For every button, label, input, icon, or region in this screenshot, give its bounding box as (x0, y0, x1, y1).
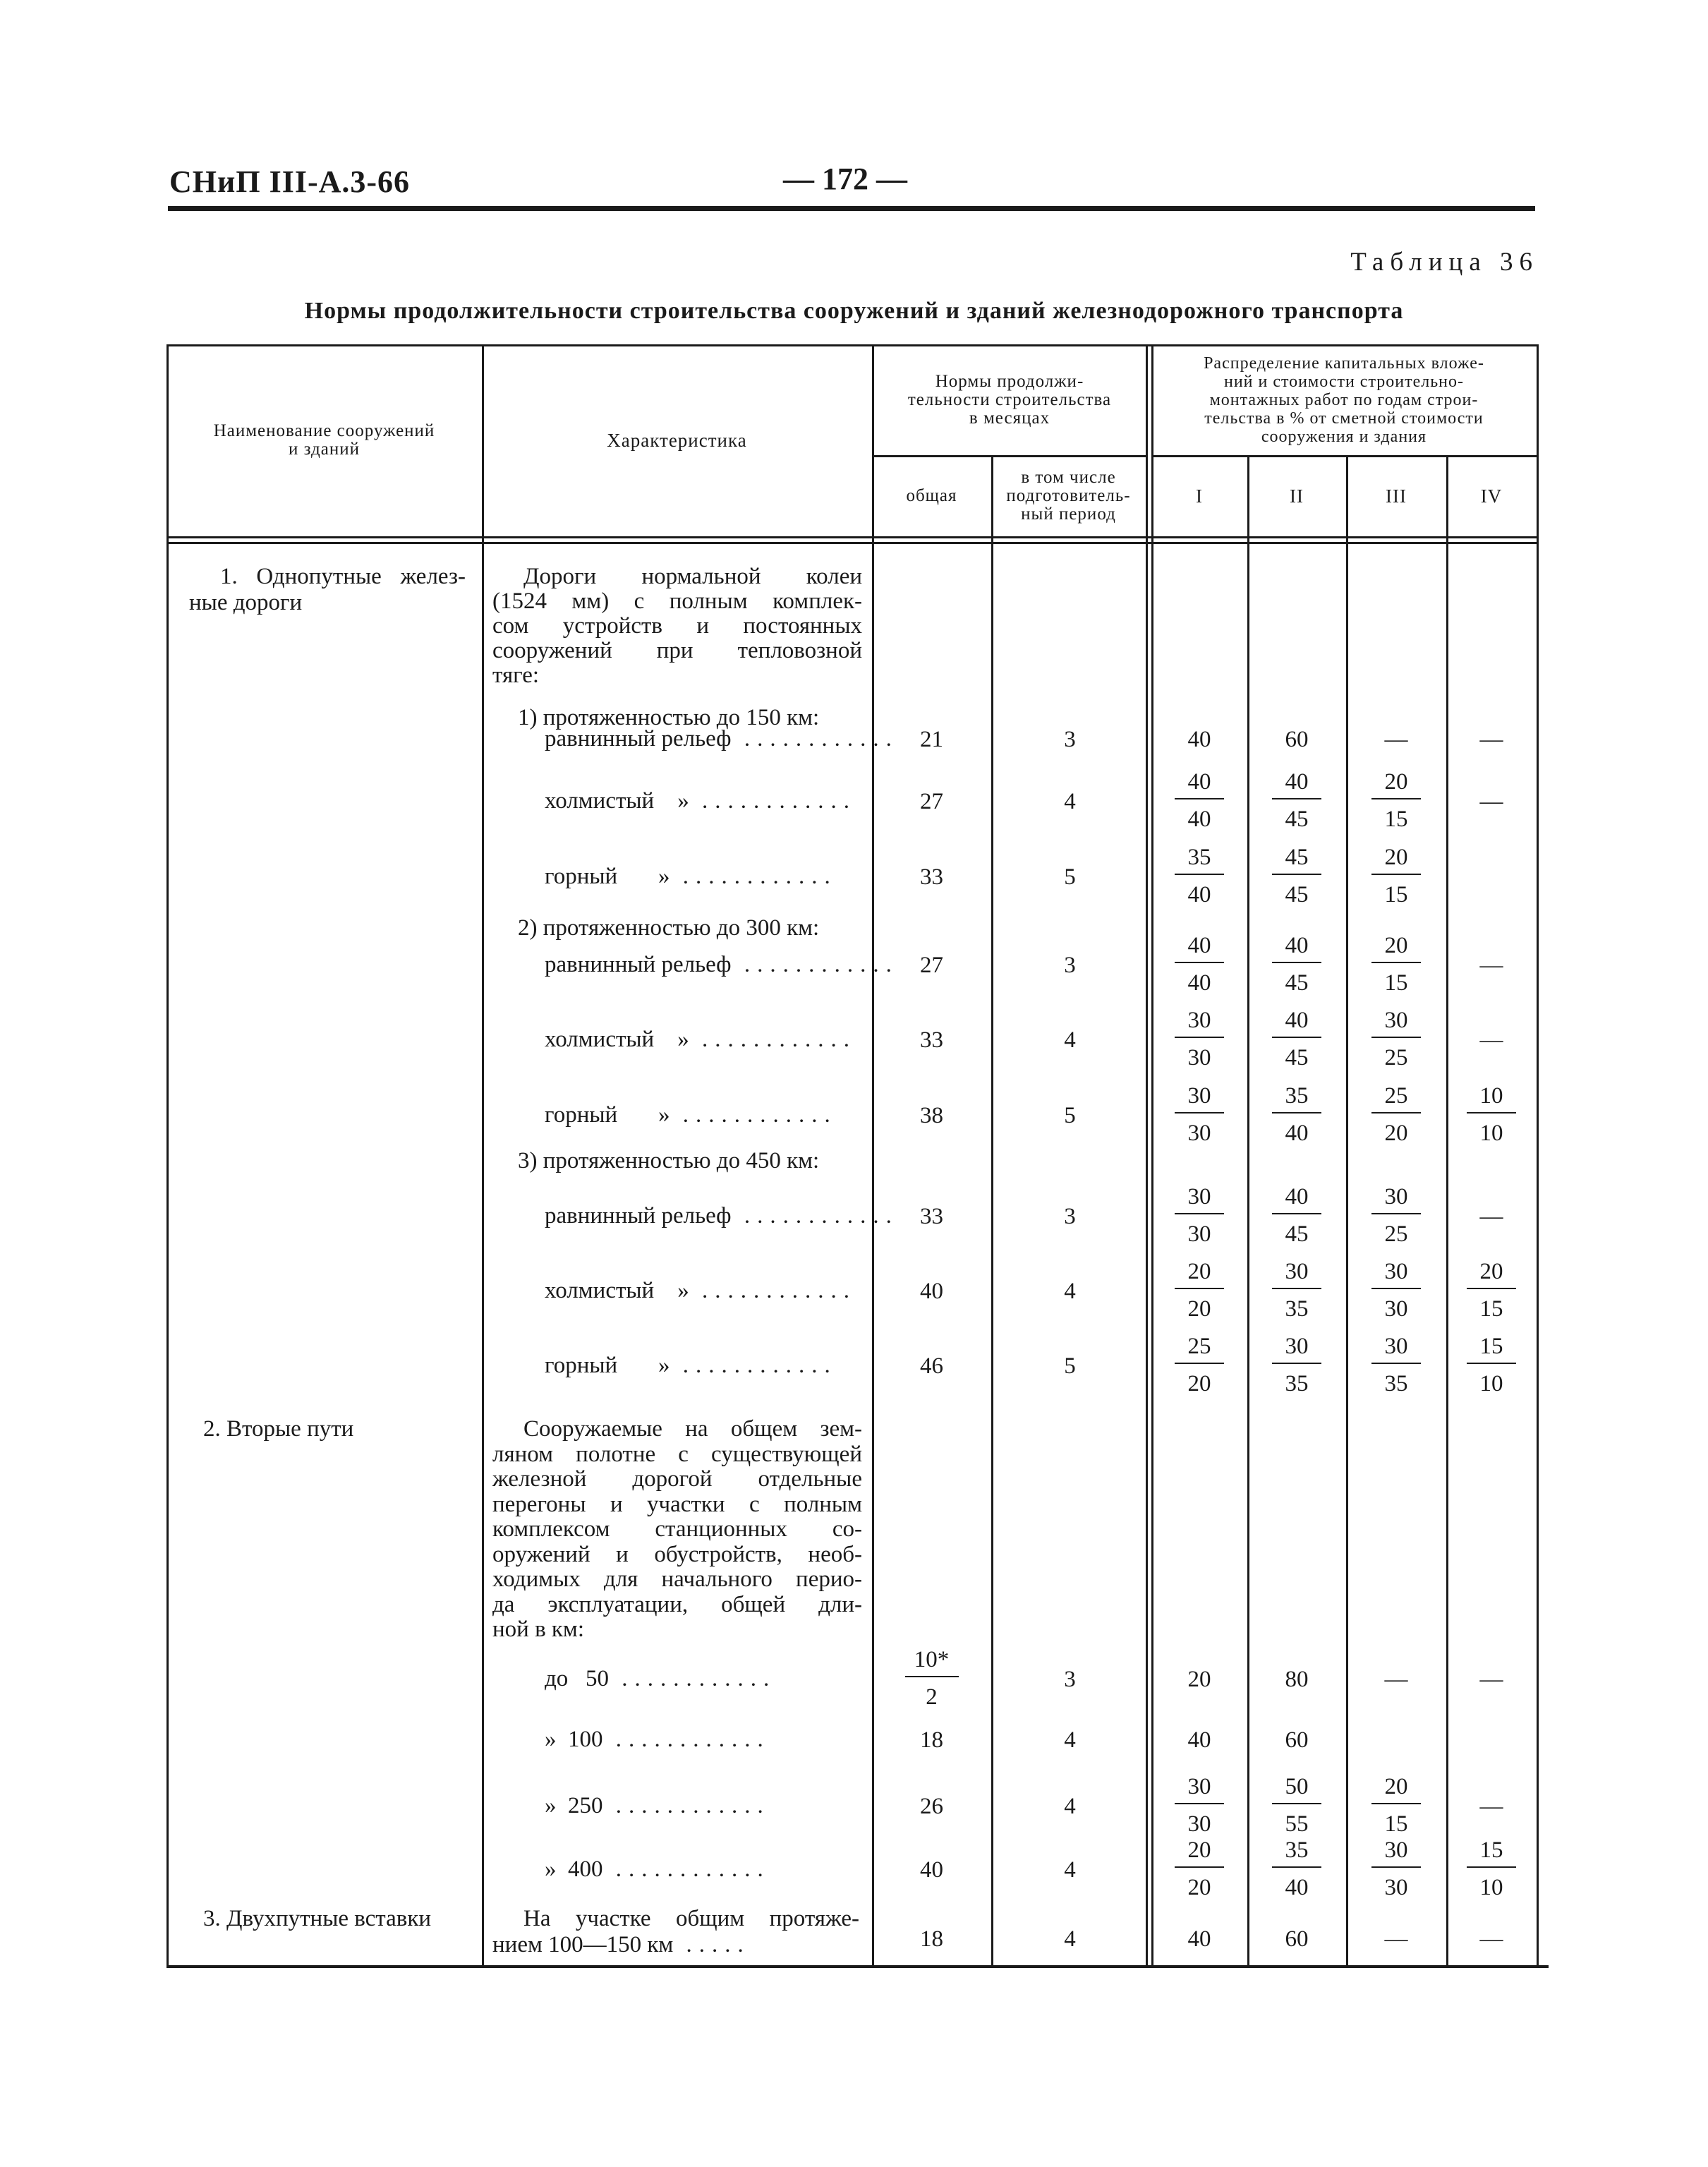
leader-dots: ............ (731, 1203, 899, 1229)
duration-prep: 5 (1064, 1353, 1076, 1379)
year-2-value-bar (1272, 798, 1321, 799)
year-4-value-bar (1467, 1288, 1516, 1289)
duration-total-bar (905, 1676, 959, 1677)
year-2-value-bar (1272, 1037, 1321, 1038)
year-1-value-bar (1175, 962, 1224, 963)
column-header-year-1: I (1196, 485, 1203, 507)
duration-total: 18 (920, 1727, 943, 1753)
document-code: СНиП III-А.3-66 (169, 164, 411, 199)
year-1-value-bar (1175, 1363, 1224, 1364)
row-label (545, 1027, 866, 1052)
year-3-value: — (1384, 1667, 1408, 1692)
year-4-value: — (1479, 1926, 1503, 1952)
year-1-value-top: 30 (1187, 1184, 1211, 1209)
year-2-value-top: 35 (1285, 1837, 1309, 1863)
year-2-value-bottom: 40 (1285, 1121, 1309, 1146)
year-4-value-bar (1467, 1866, 1516, 1868)
year-1-value: 40 (1187, 1926, 1211, 1952)
section-description: сом устройств и постоянных (492, 613, 862, 639)
duration-prep: 4 (1064, 1926, 1076, 1952)
year-3-value-bar (1371, 1866, 1421, 1868)
section-description: Дороги нормальной колеи (523, 564, 862, 589)
section-description: ходимых для начального перио- (492, 1567, 862, 1592)
year-3-value-top: 20 (1384, 845, 1408, 870)
leader-dots: ............ (602, 1727, 770, 1752)
year-2-value-bottom: 35 (1285, 1296, 1309, 1322)
year-2-value-bottom: 35 (1285, 1371, 1309, 1396)
row-label-text: горный » (545, 864, 670, 889)
duration-prep: 3 (1064, 727, 1076, 752)
year-1-value-bar (1175, 1288, 1224, 1289)
year-1-value-bottom: 30 (1187, 1221, 1211, 1247)
duration-total: 40 (920, 1857, 943, 1883)
section-description: перегоны и участки с полным (492, 1491, 862, 1517)
year-3-value-bottom: 20 (1384, 1121, 1408, 1146)
year-2-value-bar (1272, 962, 1321, 963)
year-2-value: 60 (1285, 727, 1309, 752)
year-1-value-top: 20 (1187, 1837, 1211, 1863)
column-header-year-4: IV (1480, 485, 1503, 507)
year-2-value-top: 40 (1285, 769, 1309, 795)
column-header-year-3: III (1386, 485, 1407, 507)
year-2-value-top: 45 (1285, 845, 1309, 870)
leader-dots: ............ (689, 1278, 856, 1303)
row-label (545, 1857, 866, 1882)
column-header-duration-total: общая (906, 485, 957, 505)
column-header-duration-prep: в том числе подготовитель- ный период (1006, 467, 1131, 524)
year-3-value-bottom: 30 (1384, 1296, 1408, 1322)
section-description: Сооружаемые на общем зем- (523, 1416, 862, 1442)
section-description: (1524 мм) с полным комплек- (492, 588, 862, 614)
duration-total: 33 (920, 1204, 943, 1229)
duration-total-top: 10* (914, 1647, 950, 1672)
leader-dots: ............ (689, 1027, 856, 1052)
year-4-value-bottom: 10 (1479, 1875, 1503, 1900)
year-3-value-bottom: 15 (1384, 1811, 1408, 1837)
year-3-value-bottom: 15 (1384, 882, 1408, 907)
duration-prep: 4 (1064, 1857, 1076, 1883)
row-label-text: горный » (545, 1102, 670, 1128)
year-4-value: — (1479, 1027, 1503, 1053)
year-4-value-top: 15 (1479, 1837, 1503, 1863)
duration-total: 18 (920, 1926, 943, 1952)
section-description: нием 100—150 км ..... (492, 1932, 751, 1957)
row-label-text: » 250 (545, 1793, 603, 1818)
duration-prep: 4 (1064, 1794, 1076, 1819)
year-1-value-top: 40 (1187, 933, 1211, 958)
year-3-value-bottom: 25 (1384, 1045, 1408, 1070)
leader-dots: ............ (731, 952, 899, 977)
year-1-value: 40 (1187, 1727, 1211, 1753)
year-1-value-top: 25 (1187, 1334, 1211, 1359)
leader-dots: ............ (731, 726, 899, 751)
year-2-value-top: 50 (1285, 1774, 1309, 1799)
year-1-value-bottom: 40 (1187, 970, 1211, 996)
section-description: На участке общим протяже- (523, 1906, 859, 1931)
row-label-text: до 50 (545, 1666, 610, 1691)
year-3-value-bottom: 15 (1384, 970, 1408, 996)
year-3-value-bar (1371, 1213, 1421, 1214)
year-2-value-top: 40 (1285, 1184, 1309, 1209)
year-4-value-bottom: 10 (1479, 1121, 1503, 1146)
column-divider (1446, 455, 1448, 1965)
section-description: да эксплуатации, общей дли- (492, 1591, 862, 1617)
row-label (545, 1203, 899, 1229)
year-1-value-bottom: 30 (1187, 1811, 1211, 1837)
section-description: оружений и обустройств, необ- (492, 1541, 862, 1567)
year-3-value-bar (1371, 1112, 1421, 1113)
row-label-text: горный » (545, 1353, 670, 1378)
year-2-value-bottom: 45 (1285, 807, 1309, 832)
year-1-value-top: 30 (1187, 1774, 1211, 1799)
year-1-value-bar (1175, 874, 1224, 875)
duration-total: 21 (920, 727, 943, 752)
year-1-value-bottom: 20 (1187, 1296, 1211, 1322)
duration-total: 40 (920, 1279, 943, 1304)
column-header-name: Наименование сооружений и зданий (213, 421, 435, 459)
duration-prep: 3 (1064, 1667, 1076, 1692)
year-3-value-bottom: 15 (1384, 807, 1408, 832)
duration-total: 26 (920, 1794, 943, 1819)
row-label (545, 1794, 866, 1818)
year-2-value-bottom: 40 (1285, 1875, 1309, 1900)
year-4-value: — (1479, 1204, 1503, 1229)
leader-dots: ............ (670, 1102, 837, 1128)
duration-total: 33 (920, 1027, 943, 1053)
section-name: 2. Вторые пути (203, 1416, 354, 1442)
leader-dots: ............ (670, 1353, 837, 1378)
year-1-value-bottom: 30 (1187, 1121, 1211, 1146)
column-divider (872, 344, 874, 1965)
year-1-value-top: 35 (1187, 845, 1211, 870)
year-2-value-bar (1272, 874, 1321, 875)
year-2-value-bar (1272, 1288, 1321, 1289)
year-1-value-bar (1175, 798, 1224, 799)
year-3-value: — (1384, 727, 1408, 752)
section-description: комплексом станционных со- (492, 1516, 862, 1542)
section-description: тяге: (492, 663, 540, 688)
year-4-value-bottom: 15 (1479, 1296, 1503, 1322)
year-3-value: — (1384, 1926, 1408, 1952)
year-3-value-bottom: 35 (1384, 1371, 1408, 1396)
year-2-value-bar (1272, 1866, 1321, 1868)
year-3-value-top: 30 (1384, 1334, 1408, 1359)
year-2-value-bottom: 45 (1285, 970, 1309, 996)
year-3-value-top: 30 (1384, 1008, 1408, 1033)
year-1-value-bar (1175, 1213, 1224, 1214)
year-3-value-bar (1371, 1363, 1421, 1364)
section-name: ные дороги (189, 590, 303, 615)
year-2-value-bar (1272, 1363, 1321, 1364)
duration-prep: 3 (1064, 1204, 1076, 1229)
column-divider (991, 455, 993, 1965)
year-4-value-bar (1467, 1112, 1516, 1113)
year-2-value-bottom: 45 (1285, 1221, 1309, 1247)
section-description: ляном полотне с существующей (492, 1441, 862, 1467)
section-name: 1. Однопутные желез- (220, 564, 466, 589)
column-header-year-2: II (1290, 485, 1304, 507)
duration-prep: 5 (1064, 1103, 1076, 1128)
year-2-value-top: 35 (1285, 1083, 1309, 1109)
header-bottom-rule (166, 536, 1537, 538)
row-label (545, 789, 866, 814)
column-divider (482, 344, 484, 1965)
year-3-value-top: 20 (1384, 1774, 1408, 1799)
year-2-value-bar (1272, 1112, 1321, 1113)
row-label-text: холмистый » (545, 1027, 689, 1052)
year-3-value-top: 30 (1384, 1184, 1408, 1209)
year-3-value-bottom: 25 (1384, 1221, 1408, 1247)
row-label-text: холмистый » (545, 788, 689, 814)
year-2-value: 60 (1285, 1727, 1309, 1753)
year-3-value-top: 20 (1384, 933, 1408, 958)
row-label-text: равнинный рельеф (545, 1203, 732, 1229)
section-name: 3. Двухпутные вставки (203, 1906, 432, 1931)
duration-prep: 4 (1064, 1727, 1076, 1753)
year-3-value-bar (1371, 962, 1421, 963)
year-3-value-top: 20 (1384, 769, 1408, 795)
year-3-value-bar (1371, 1037, 1421, 1038)
row-label-text: » 400 (545, 1857, 603, 1882)
column-divider (1247, 455, 1249, 1965)
year-1-value-bar (1175, 1803, 1224, 1804)
year-4-value: — (1479, 953, 1503, 978)
year-3-value-bar (1371, 1288, 1421, 1289)
year-1-value-bottom: 20 (1187, 1875, 1211, 1900)
year-2-value-top: 40 (1285, 1008, 1309, 1033)
column-header-distribution: Распределение капитальных вложе- ний и стоимости строительно- монтажных работ по годам строи- тельства в % от сметной стоимости сооружения и здания (1204, 354, 1484, 446)
group-title: 2) протяженностью до 300 км: (518, 915, 820, 941)
year-1-value-bar (1175, 1037, 1224, 1038)
duration-total-bottom: 2 (926, 1684, 938, 1710)
leader-dots: ............ (609, 1666, 777, 1691)
year-2-value-bar (1272, 1803, 1321, 1804)
year-4-value: — (1479, 1794, 1503, 1819)
year-1-value-bottom: 40 (1187, 807, 1211, 832)
table-left-border (166, 344, 169, 1965)
leader-dots: ............ (602, 1857, 770, 1882)
column-divider (1146, 344, 1148, 1965)
row-label (545, 1103, 866, 1128)
year-4-value-top: 10 (1479, 1083, 1503, 1109)
year-3-value-bar (1371, 874, 1421, 875)
year-2-value-bar (1272, 1213, 1321, 1214)
year-2-value-top: 30 (1285, 1259, 1309, 1284)
year-2-value-bottom: 45 (1285, 1045, 1309, 1070)
row-label (545, 1727, 866, 1752)
table-bottom-rule (166, 1965, 1549, 1968)
year-4-value-bottom: 10 (1479, 1371, 1503, 1396)
year-3-value-bottom: 30 (1384, 1875, 1408, 1900)
table-title: Нормы продолжительности строительства сооружений и зданий железнодорожного транспорта (304, 298, 1404, 324)
year-3-value-bar (1371, 798, 1421, 799)
duration-total: 38 (920, 1103, 943, 1128)
year-1-value: 40 (1187, 727, 1211, 752)
table-right-border (1537, 344, 1539, 1965)
year-1-value-top: 40 (1187, 769, 1211, 795)
row-label (545, 1667, 866, 1691)
duration-prep: 3 (1064, 953, 1076, 978)
column-divider (1151, 344, 1153, 1965)
row-label-text: равнинный рельеф (545, 726, 732, 751)
duration-prep: 4 (1064, 1279, 1076, 1304)
row-label (545, 864, 866, 889)
duration-total: 46 (920, 1353, 943, 1379)
year-2-value: 60 (1285, 1926, 1309, 1952)
year-3-value-top: 30 (1384, 1259, 1408, 1284)
year-2-value-bottom: 55 (1285, 1811, 1309, 1837)
row-label (545, 726, 899, 751)
duration-prep: 4 (1064, 789, 1076, 814)
row-label-text: » 100 (545, 1727, 603, 1752)
year-4-value: — (1479, 1667, 1503, 1692)
page-number: — 172 — (783, 162, 907, 196)
row-label (545, 1353, 866, 1378)
year-3-value-bar (1371, 1803, 1421, 1804)
group-title: 1) протяженностью до 150 км: (518, 705, 820, 730)
year-2-value-top: 30 (1285, 1334, 1309, 1359)
year-4-value: — (1479, 727, 1503, 752)
year-2-value: 80 (1285, 1667, 1309, 1692)
year-1-value-top: 20 (1187, 1259, 1211, 1284)
year-1-value-bottom: 30 (1187, 1045, 1211, 1070)
leader-dots: ............ (689, 788, 856, 814)
year-1-value-top: 30 (1187, 1083, 1211, 1109)
year-1-value-bar (1175, 1112, 1224, 1113)
leader-dots: ............ (602, 1793, 770, 1818)
year-2-value-bottom: 45 (1285, 882, 1309, 907)
duration-total: 33 (920, 864, 943, 890)
year-1-value-top: 30 (1187, 1008, 1211, 1033)
row-label (545, 1279, 866, 1303)
year-4-value-top: 20 (1479, 1259, 1503, 1284)
year-4-value-bar (1467, 1363, 1516, 1364)
row-label (545, 952, 899, 977)
section-description: ной в км: (492, 1617, 584, 1642)
duration-total: 27 (920, 789, 943, 814)
row-label-text: холмистый » (545, 1278, 689, 1303)
year-3-value-top: 25 (1384, 1083, 1408, 1109)
duration-prep: 5 (1064, 864, 1076, 890)
column-header-duration: Нормы продолжи- тельности строительства в месяцах (907, 371, 1112, 428)
section-description: сооружений при тепловозной (492, 638, 862, 663)
year-1-value-bar (1175, 1866, 1224, 1868)
year-1-value: 20 (1187, 1667, 1211, 1692)
duration-total: 27 (920, 953, 943, 978)
leader-dots: ..... (673, 1932, 751, 1957)
year-4-value-top: 15 (1479, 1334, 1503, 1359)
row-label-text: равнинный рельеф (545, 952, 732, 977)
column-divider (1346, 455, 1348, 1965)
year-1-value-bottom: 40 (1187, 882, 1211, 907)
year-1-value-bottom: 20 (1187, 1371, 1211, 1396)
year-4-value: — (1479, 789, 1503, 814)
leader-dots: ............ (670, 864, 837, 889)
group-title: 3) протяженностью до 450 км: (518, 1148, 820, 1173)
section-description: железной дорогой отдельные (492, 1466, 862, 1492)
table-label: Таблица 36 (1350, 248, 1539, 277)
duration-prep: 4 (1064, 1027, 1076, 1053)
year-3-value-top: 30 (1384, 1837, 1408, 1863)
year-2-value-top: 40 (1285, 933, 1309, 958)
body-top-rule (166, 542, 1537, 544)
column-header-characteristic: Характеристика (607, 430, 747, 451)
